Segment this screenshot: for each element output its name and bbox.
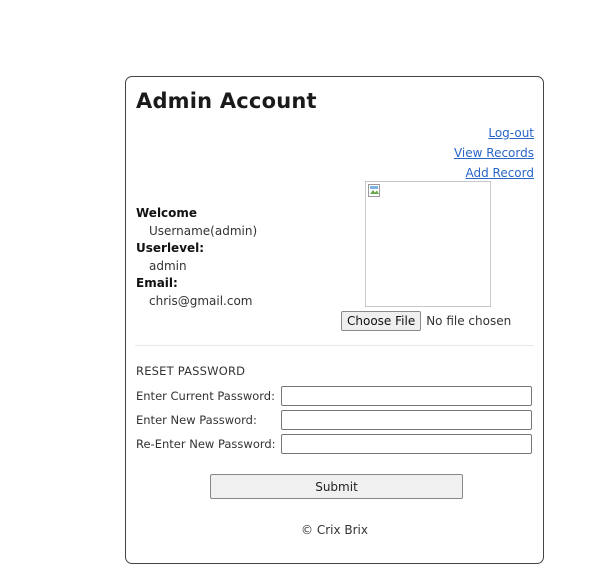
current-password-label: Enter Current Password: <box>136 389 275 403</box>
admin-account-panel <box>125 76 544 564</box>
file-upload <box>341 311 511 331</box>
current-password-input[interactable] <box>281 386 532 406</box>
nav-links <box>454 123 534 183</box>
file-status: No file chosen <box>426 314 512 328</box>
profile-photo <box>365 181 491 307</box>
userlevel-label: Userlevel: <box>136 241 205 255</box>
username-value: Username(admin) <box>149 223 258 238</box>
current-password-row <box>136 384 532 408</box>
reenter-password-label: Re-Enter New Password: <box>136 437 276 451</box>
email-label: Email: <box>136 276 178 290</box>
reset-password-form <box>136 364 532 456</box>
page-title: Admin Account <box>136 89 317 113</box>
broken-image-icon <box>368 184 382 198</box>
reset-password-heading: RESET PASSWORD <box>136 364 246 378</box>
add-record-link[interactable]: Add Record <box>465 166 534 180</box>
divider <box>135 345 534 346</box>
email-value: chris@gmail.com <box>149 293 253 308</box>
new-password-label: Enter New Password: <box>136 413 257 427</box>
footer-copyright: © Crix Brix <box>301 523 368 537</box>
welcome-label: Welcome <box>136 206 198 220</box>
reenter-password-input[interactable] <box>281 434 532 454</box>
reenter-password-row <box>136 432 532 456</box>
logout-link[interactable]: Log-out <box>488 126 534 140</box>
submit-button[interactable]: Submit <box>210 474 463 499</box>
choose-file-button[interactable]: Choose File <box>341 311 421 331</box>
new-password-input[interactable] <box>281 410 532 430</box>
view-records-link[interactable]: View Records <box>453 146 534 160</box>
userlevel-value: admin <box>149 258 187 273</box>
profile-info <box>136 205 257 310</box>
new-password-row <box>136 408 532 432</box>
